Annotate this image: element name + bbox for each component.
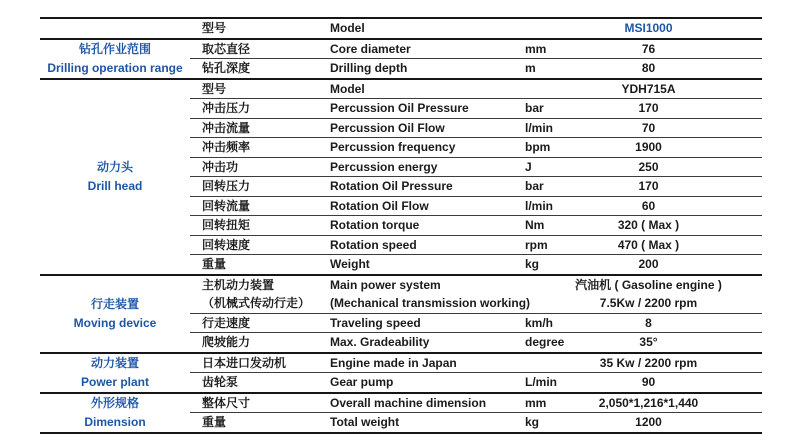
unit-cell: kg: [525, 255, 565, 275]
value-cell: 80: [565, 59, 762, 79]
unit-cell: km/h: [525, 313, 565, 333]
table-row: [40, 353, 762, 373]
value-cell: 1200: [565, 413, 762, 433]
unit-cell: [525, 18, 565, 39]
param-zh-cell: 齿轮泵: [190, 373, 330, 393]
unit-cell: bar: [525, 177, 565, 197]
param-zh-cell: 行走速度: [190, 313, 330, 333]
param-en-cell: Rotation torque: [330, 216, 525, 236]
category-cell-dimension: [40, 393, 190, 433]
param-en-cell: Core diameter: [330, 39, 525, 59]
param-zh-cell: 冲击流量: [190, 118, 330, 138]
category-zh-label: 动力装置: [90, 355, 139, 370]
table-row: [40, 39, 762, 59]
param-zh-cell: 回转速度: [190, 235, 330, 255]
table-row: [40, 393, 762, 413]
value-cell: 60: [565, 196, 762, 216]
value-cell: 170: [565, 99, 762, 119]
unit-cell: Nm: [525, 216, 565, 236]
spec-table: [40, 17, 762, 434]
unit-cell: l/min: [525, 196, 565, 216]
param-zh-cell: 回转流量: [190, 196, 330, 216]
param-zh-cell: 型号: [190, 79, 330, 99]
param-zh-cell: 取芯直径: [190, 39, 330, 59]
unit-cell: kg: [525, 413, 565, 433]
category-en-label: Drilling operation range: [47, 60, 183, 75]
category-en-label: Moving device: [73, 315, 157, 330]
value-cell: 35 Kw / 2200 rpm: [565, 353, 762, 373]
param-zh-cell: 爬坡能力: [190, 333, 330, 353]
unit-cell: l/min: [525, 118, 565, 138]
category-en-label: Power plant: [80, 374, 149, 389]
param-en-cell: Main power system (Mechanical transmission working): [330, 275, 525, 314]
category-zh-label: 钻孔作业范围: [78, 41, 151, 56]
value-cell: 320 ( Max ): [565, 216, 762, 236]
value-cell: 35°: [565, 333, 762, 353]
param-en-cell: Model: [330, 79, 525, 99]
unit-cell: degree: [525, 333, 565, 353]
param-en-cell: Model: [330, 18, 525, 39]
param-en-cell: Rotation Oil Flow: [330, 196, 525, 216]
param-en-cell: Weight: [330, 255, 525, 275]
param-en-cell: Total weight: [330, 413, 525, 433]
param-zh-cell: 日本进口发动机: [190, 353, 330, 373]
value-cell: 汽油机 ( Gasoline engine ) 7.5Kw / 2200 rpm: [565, 275, 762, 314]
category-zh-label: 动力头: [96, 159, 133, 174]
value-cell: 170: [565, 177, 762, 197]
table-row: [40, 18, 762, 39]
param-en-cell: Engine made in Japan: [330, 353, 525, 373]
param-en-cell: Traveling speed: [330, 313, 525, 333]
param-en-cell: Percussion Oil Flow: [330, 118, 525, 138]
category-cell-moving-device: [40, 275, 190, 353]
value-cell: 76: [565, 39, 762, 59]
param-en-cell: Max. Gradeability: [330, 333, 525, 353]
category-cell-drill-head: [40, 79, 190, 275]
param-zh-cell: 冲击功: [190, 157, 330, 177]
param-en-cell: Gear pump: [330, 373, 525, 393]
unit-cell: [525, 353, 565, 373]
table-row: [40, 79, 762, 99]
unit-cell: rpm: [525, 235, 565, 255]
param-zh-cell: 回转压力: [190, 177, 330, 197]
value-cell: 470 ( Max ): [565, 235, 762, 255]
table-row: [40, 275, 762, 314]
unit-cell: bar: [525, 99, 565, 119]
unit-cell: mm: [525, 393, 565, 413]
param-en-cell: Rotation Oil Pressure: [330, 177, 525, 197]
value-cell: 90: [565, 373, 762, 393]
unit-cell: [525, 79, 565, 99]
param-zh-cell: 重量: [190, 413, 330, 433]
category-zh-label: 外形规格: [90, 395, 139, 410]
param-zh-cell: 钻孔深度: [190, 59, 330, 79]
category-en-label: Dimension: [84, 414, 146, 429]
value-cell: YDH715A: [565, 79, 762, 99]
category-cell-power-plant: [40, 353, 190, 393]
value-cell: 8: [565, 313, 762, 333]
param-zh-cell: 重量: [190, 255, 330, 275]
value-cell: 200: [565, 255, 762, 275]
param-zh-cell: 冲击频率: [190, 138, 330, 158]
param-en-cell: Percussion Oil Pressure: [330, 99, 525, 119]
category-cell-drilling-range: [40, 39, 190, 79]
value-cell: 2,050*1,216*1,440: [565, 393, 762, 413]
category-en-label: Drill head: [87, 178, 143, 193]
param-en-cell: Drilling depth: [330, 59, 525, 79]
unit-cell: J: [525, 157, 565, 177]
unit-cell: bpm: [525, 138, 565, 158]
value-cell: 250: [565, 157, 762, 177]
unit-cell: mm: [525, 39, 565, 59]
unit-cell: [525, 275, 565, 314]
unit-cell: m: [525, 59, 565, 79]
value-cell: 70: [565, 118, 762, 138]
category-zh-label: 行走装置: [90, 296, 139, 311]
value-cell: 1900: [565, 138, 762, 158]
param-zh-cell: 型号: [190, 18, 330, 39]
param-en-cell: Rotation speed: [330, 235, 525, 255]
param-zh-cell: 主机动力装置 （机械式传动行走）: [190, 275, 330, 314]
param-en-cell: Overall machine dimension: [330, 393, 525, 413]
param-en-cell: Percussion frequency: [330, 138, 525, 158]
param-en-cell: Percussion energy: [330, 157, 525, 177]
unit-cell: L/min: [525, 373, 565, 393]
value-cell: MSI1000: [565, 18, 762, 39]
param-zh-cell: 冲击压力: [190, 99, 330, 119]
category-cell-empty: [40, 18, 190, 39]
param-zh-cell: 整体尺寸: [190, 393, 330, 413]
param-zh-cell: 回转扭矩: [190, 216, 330, 236]
